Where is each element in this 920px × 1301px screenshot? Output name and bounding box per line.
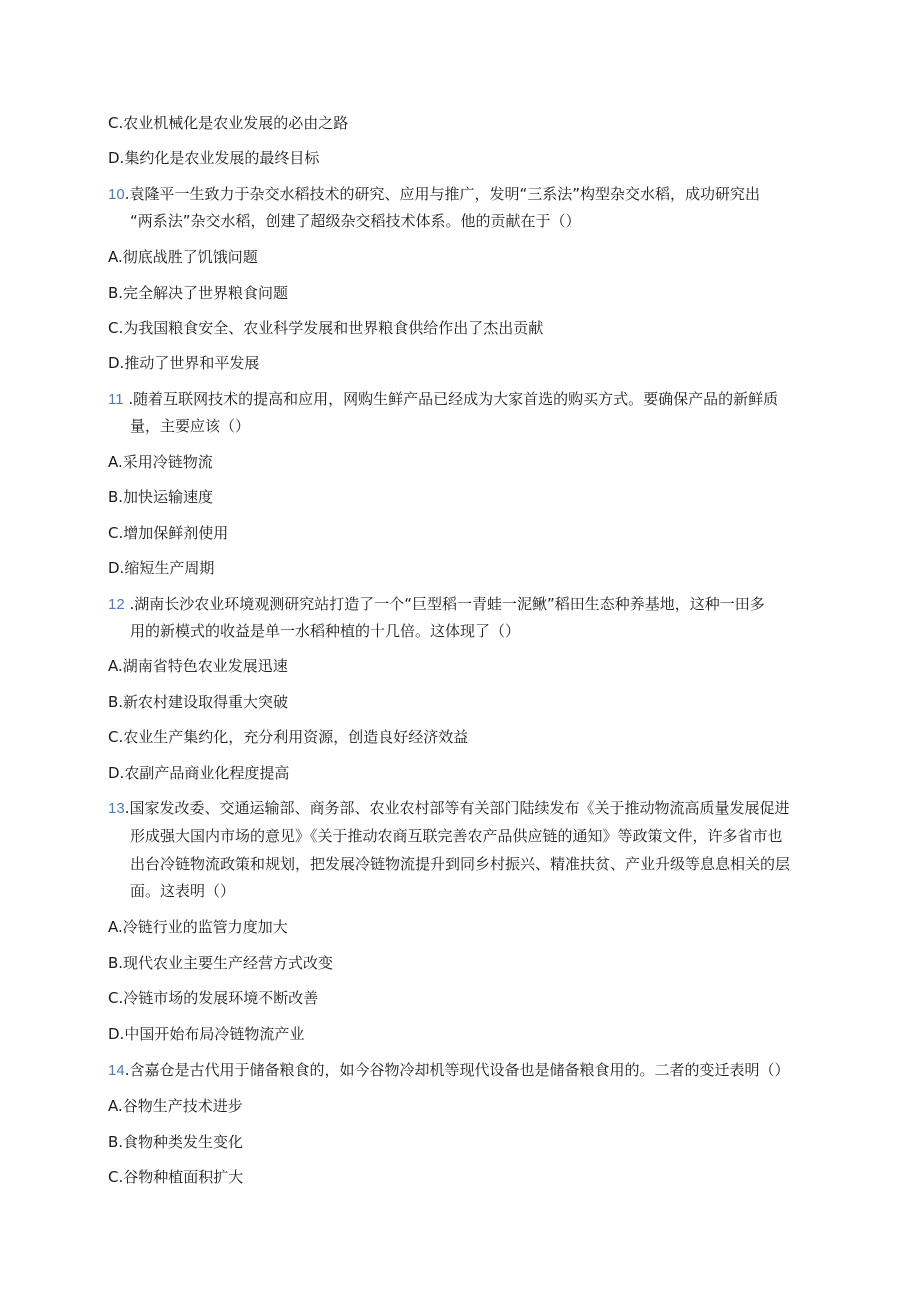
question-12-cont: 用的新模式的收益是单一水稻种植的十几倍。这体现了（） xyxy=(130,622,521,640)
option-a-q10: A.彻底战胜了饥饿问题 xyxy=(108,248,258,266)
option-b-q10: B.完全解决了世界粮食问题 xyxy=(108,284,289,302)
question-10-cont: “两系法”杂交水稻，创建了超级杂交稻技术体系。他的贡献在于（） xyxy=(130,212,581,230)
question-number: 11 xyxy=(108,391,124,408)
option-d-q10: D.推动了世界和平发展 xyxy=(108,354,260,372)
question-11: 11 .随着互联网技术的提高和应用，网购生鲜产品已经成为大家首选的购买方式。要确保产品的新鲜质 xyxy=(108,390,779,408)
option-d-q12: D.农副产品商业化程度提高 xyxy=(108,764,290,782)
option-d-q13: D.中国开始布局冷链物流产业 xyxy=(108,1025,305,1043)
option-a-q12: A.湖南省特色农业发展迅速 xyxy=(108,657,288,675)
question-13: 13.国家发改委、交通运输部、商务部、农业农村部等有关部门陆续发布《关于推动物流高质量发展促进 xyxy=(108,799,790,817)
option-d-q11: D.缩短生产周期 xyxy=(108,559,215,577)
option-b-q11: B.加快运输速度 xyxy=(108,488,214,506)
option-c-q9: C.农业机械化是农业发展的必由之路 xyxy=(108,114,349,132)
option-c-q11: C.增加保鲜剂使用 xyxy=(108,524,229,542)
option-a-q14: A.谷物生产技术进步 xyxy=(108,1097,243,1115)
option-a-q13: A.冷链行业的监管力度加大 xyxy=(108,918,288,936)
question-13-cont-2: 出台冷链物流政策和规划，把发展冷链物流提升到同乡村振兴、精准扶贫、产业升级等息息相关的层 xyxy=(130,855,791,873)
option-b-q13: B.现代农业主要生产经营方式改变 xyxy=(108,954,334,972)
question-number: 10 xyxy=(108,186,125,203)
question-number: 14 xyxy=(108,1062,125,1079)
question-13-cont-1: 形成强大国内市场的意见》《关于推动农商互联完善农产品供应链的通知》等政策文件，许多省市也 xyxy=(130,827,783,845)
question-number: 13 xyxy=(108,800,125,817)
option-c-q14: C.谷物种植面积扩大 xyxy=(108,1168,244,1186)
question-10: 10.袁隆平一生致力于杂交水稻技术的研究、应用与推广，发明“三系法”构型杂交水稻，成功研究出 xyxy=(108,185,761,203)
question-number: 12 xyxy=(108,596,125,613)
question-12: 12 .湖南长沙农业环境观测研究站打造了一个“巨型稻一青蛙一泥鳅”稻田生态种养基地，这种一田多 xyxy=(108,595,765,613)
question-14: 14.含嘉仓是古代用于储备粮食的，如今谷物冷却机等现代设备也是储备粮食用的。二者的变迁表明（） xyxy=(108,1061,790,1079)
option-d-q9: D.集约化是农业发展的最终目标 xyxy=(108,149,320,167)
option-c-q10: C.为我国粮食安全、农业科学发展和世界粮食供给作出了杰出贡献 xyxy=(108,319,544,337)
option-a-q11: A.采用冷链物流 xyxy=(108,453,213,471)
option-c-q12: C.农业生产集约化，充分利用资源，创造良好经济效益 xyxy=(108,728,469,746)
question-13-cont-3: 面。这表明（） xyxy=(130,882,236,900)
option-b-q12: B.新农村建设取得重大突破 xyxy=(108,693,289,711)
question-11-cont: 量，主要应该（） xyxy=(130,417,251,435)
option-c-q13: C.冷链市场的发展环境不断改善 xyxy=(108,989,319,1007)
option-b-q14: B.食物种类发生变化 xyxy=(108,1133,244,1151)
